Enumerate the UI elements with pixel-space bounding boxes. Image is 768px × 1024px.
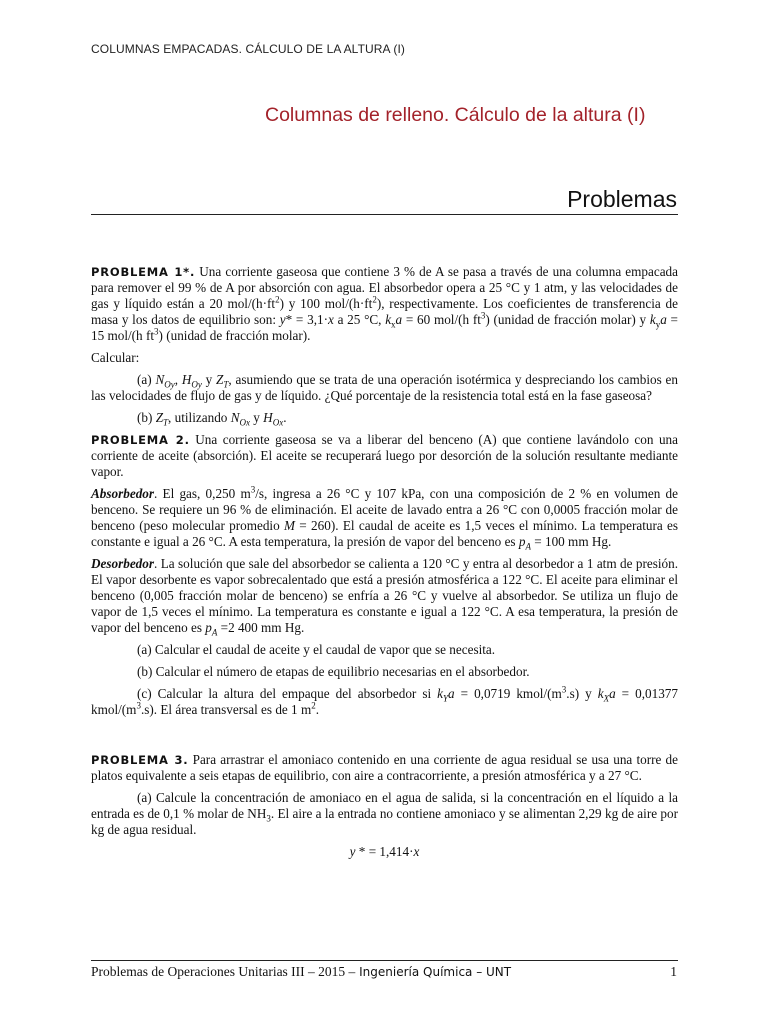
problem-spacer (91, 724, 678, 752)
problems-body (91, 264, 678, 866)
title-divider (91, 214, 678, 215)
problem-2-label: PROBLEMA 2. (91, 433, 190, 447)
equilibrium-equation: y * = 1,414·x (349, 844, 420, 859)
problem-1-label: PROBLEMA 1*. (91, 265, 196, 279)
problem-1-part-a: (a) $N_{Oy}$, $H_{Oy}$ y $Z_T$, asumiendo que se trata de una operación isotérmica y despreciando los cambios en las velocidades de flujo de gas y de líquido. ¿Qué porcentaje de la resistencia total está en la fase gaseosa? (91, 372, 678, 403)
problem-3-part-a: (a) Calcule la concentración de amoniaco en el agua de salida, si la concentración en el líquido a la entrada es de 0,1 % molar de $NH_3$. El aire a la entrada no contiene amoniaco y se alimentan 2,29 kg de aire por kg de agua residual. (91, 790, 678, 837)
problem-2-part-c: (c) Calcular la altura del empaque del absorbedor si $k_Ya = 0,0719$ kmol/$(m^3.s)$ y $k_Xa = 0,01377$ kmol/$(m^3.s)$. El área transversal es de 1 $m^2$. (91, 684, 678, 717)
page-footer: Problemas de Operaciones Unitarias III – 2015 – Ingeniería Química – UNT (91, 964, 512, 979)
problem-2-intro: PROBLEMA 2. Una corriente gaseosa se va a liberar del benceno (A) que contiene lavándolo con una corriente de aceite (absorción). El aceite se recuperará luego por desorción de la solución resultante mediante vapor. (91, 432, 679, 479)
problem-3-label: PROBLEMA 3. (91, 753, 189, 767)
running-header: COLUMNAS EMPACADAS. CÁLCULO DE LA ALTURA (I) (91, 42, 406, 56)
footer-divider (91, 960, 678, 961)
absorber-heading: Absorbedor (91, 486, 155, 501)
problem-2-desorber: Desorbedor. La solución que sale del absorbedor se calienta a 120 °C y entra al desorbedor a 1 atm de presión. El vapor desorbente es vapor sobrecalentado que está a presión atmosférica a 122 °C. El aceite para eliminar el benceno (0,005 fracción molar de benceno) se enfría a 26 °C y vuelve al absorbedor. Se utiliza un flujo de vapor de 1,5 veces el mínimo. La temperatura es constante e igual a 122 °C. A esa temperatura, la presión de vapor del benceno es $p_A =2$ 400 mm Hg. (91, 556, 678, 638)
problem-1-part-b: (b) $Z_T$, utilizando $N_{Ox}$ y $H_{Ox}$. (137, 410, 287, 428)
problem-3-intro: PROBLEMA 3. Para arrastrar el amoniaco contenido en una corriente de agua residual se usa una torre de platos equivalente a seis etapas de equilibrio, con aire a contracorriente, a presión atmosférica y a 27 °C. (91, 752, 678, 783)
section-title: Problemas (567, 186, 677, 212)
document-title: Columnas de relleno. Cálculo de la altura (I) (265, 104, 646, 126)
page-number: 1 (670, 964, 677, 979)
problem-1-statement: PROBLEMA 1*. Una corriente gaseosa que contiene 3 % de A se pasa a través de una columna empacada para remover el 99 % de A por absorción con agua. El absorbedor opera a 25 °C y 1 atm, y las velocidades de gas y líquido están a 20 mol/$(h\cdot ft^2)$ y 100 mol/$(h\cdot ft^2)$, respectivamente. Los coeficientes de transferencia de masa y los datos de equilibrio son: y* = 3,1·x a 25 °C, $k_xa = 60$ mol/(h $ft^3$) (unidad de fracción molar) y $k_ya = 15$ mol/(h $ft^3$) (unidad de fracción molar). (91, 264, 678, 343)
problem-2-part-a: (a) Calcular el caudal de aceite y el caudal de vapor que se necesita. (137, 642, 496, 657)
problem-2-part-b: (b) Calcular el número de etapas de equilibrio necesarias en el absorbedor. (137, 664, 530, 679)
desorber-heading: Desorbedor (91, 556, 155, 571)
problem-1-calc-label: Calcular: (91, 350, 140, 365)
problem-2-absorber: Absorbedor. El gas, 0,250 $m^3/s$, ingresa a 26 °C y 107 kPa, con una composición de 2 % en volumen de benceno. Se requiere un 96 % de eliminación. El aceite de lavado entra a 26 °C con 0,0005 fracción molar de benceno (peso molecular promedio M = 260). El caudal de aceite es 1,5 veces el mínimo. La temperatura es constante e igual a 26 °C. A esta temperatura, la presión de vapor del benceno es $p_A = 100$ mm Hg. (91, 484, 678, 552)
